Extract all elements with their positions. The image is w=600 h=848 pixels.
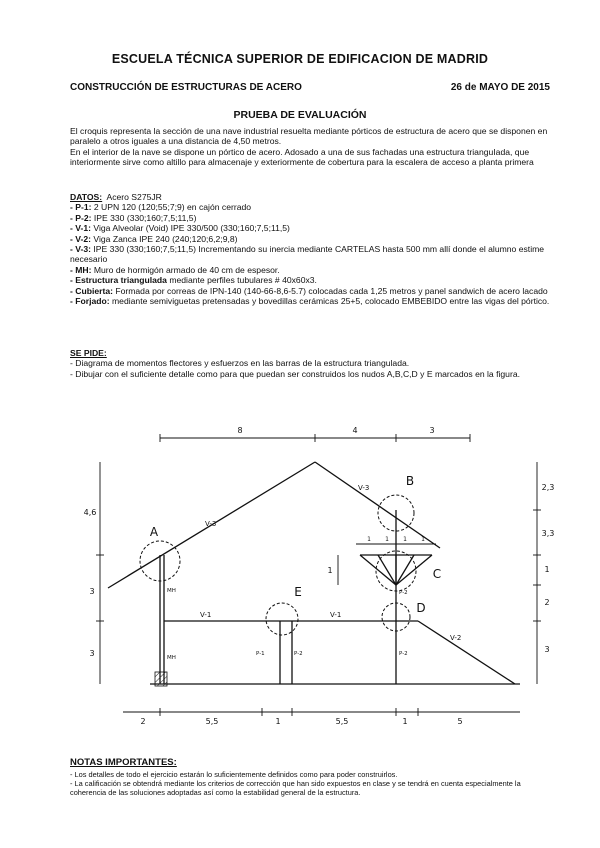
truss-dim-label: 1 [385,536,389,543]
member-v1-label: V-1 [200,611,212,619]
member-v2-label: V-2 [450,634,462,642]
truss-dim-label: 1 [403,536,407,543]
member-p1-label: P-1 [256,651,265,657]
datos-item: - V-2: Viga Zanca IPE 240 (240;120;6,2;9,8) [70,233,238,244]
datos-heading: DATOS: [70,192,103,202]
dim-top-label: 3 [429,426,435,435]
member-p2-label: P-2 [399,651,408,657]
truss-right-diagonal [396,555,432,585]
notes [70,770,556,797]
node-e-label: E [294,585,302,599]
dim-bottom-label: 5 [457,717,463,726]
node-a-label: A [149,525,159,539]
se-pide-item: - Dibujar con el suficiente detalle como para que puedan ser construidos los nudos A,B,C,D y E marcados en la figura. [70,368,520,379]
dim-left-label: 3 [89,587,95,596]
dim-right-label: 3,3 [541,529,555,538]
datos-item: - Cubierta: Formada por correas de IPN-140 (140-66-8,6-5.7) colocadas cada 1,25 metros y panel sandwich de acero lacado [70,285,548,296]
node-c-label: C [432,567,442,581]
datos-item: - V-1: Viga Alveolar (Void) IPE 330/500 (330;160;7,5;11,5) [70,223,290,234]
dim-left-label: 4,6 [83,508,97,517]
truss-dim-label: 1 [367,536,371,543]
member-p2-label: P-2 [399,590,408,596]
wall-base-hatch [155,672,167,686]
dim-top-label: 4 [352,426,358,435]
wall-mh-label: MH [167,588,176,594]
node-d-label: D [416,601,426,615]
school-title: ESCUELA TÉCNICA SUPERIOR DE EDIFICACION DE MADRID [111,52,489,66]
course-name: CONSTRUCCIÓN DE ESTRUCTURAS DE ACERO [70,82,302,93]
truss-web-2 [396,555,414,585]
intro-paragraph-1: El croquis representa la sección de una nave industrial resuelta mediante pórticos de estructura de acero que se disponen en paralelo a otros iguales a una distancia de 4,50 metros. [70,126,548,147]
dim-right-label: 3 [544,645,550,654]
truss-dim-label: 1 [421,536,425,543]
dim-right-label: 2 [544,598,550,607]
dim-bottom-label: 1 [402,717,408,726]
se-pide-heading: SE PIDE: [70,348,107,358]
dim-left-label: 3 [89,649,95,658]
stair-beam-v2 [418,621,515,684]
dim-bottom-label: 5,5 [335,717,349,726]
member-v3-label: V-3 [358,484,370,492]
datos-item: - Estructura triangulada mediante perfiles tubulares # 40x60x3. [70,275,317,286]
se-pide-item: - Diagrama de momentos flectores y esfuerzos en las barras de la estructura triangulada. [70,358,410,369]
exam-date: 26 de MAYO DE 2015 [450,82,550,93]
note-item: - La calificación se obtendrá mediante los criterios de corrección que han sido expuestos en clase y se tendrá en cuenta especialmente la coherencia de las soluciones adoptadas así como la estabilidad general de la estructura. [70,779,521,797]
wall-mh-label: MH [167,655,176,661]
dim-bottom-label: 1 [275,717,281,726]
node-b-label: B [405,474,415,488]
note-item: - Los detalles de todo el ejercicio estarán lo suficientemente definidos como para poder construirlos. [70,770,398,779]
datos-item: - P-1: 2 UPN 120 (120;55;7;9) en cajón cerrado [70,202,252,213]
dim-bottom-label: 5,5 [205,717,219,726]
member-p2-label: P-2 [294,651,303,657]
node-e-circle [266,603,298,635]
member-v1-label: V-1 [330,611,342,619]
intro-paragraph-2: En el interior de la nave se dispone un pórtico de acero. Adosado a una de sus fachadas una estructura trianguIada, que interiormente sirve como altillo para almacenaje y exteriormente de cobertura para la escalera de acceso a planta primera [70,146,534,168]
exam-title: PRUEBA DE EVALUACIÓN [233,109,367,121]
dim-bottom-label: 2 [140,717,146,726]
steel-grade: Acero S275JR [106,192,162,202]
datos-item: - Forjado: mediante semiviguetas pretensadas y bovedillas cerámicas 25+5, colocado EMBEBIDO entre las vigas del pórtico. [70,296,550,307]
datos-item: - MH: Muro de hormigón armado de 40 cm de espesor. [70,264,280,275]
datos-item: - V-3: IPE 330 (330;160;7,5;11,5) Incrementando su inercia mediante CARTELAS hasta 500 mm allí donde el alumno estime necesario [70,244,545,265]
truss-web-1 [378,555,396,585]
notes-heading: NOTAS IMPORTANTES: [70,757,177,768]
dim-top-label: 8 [237,426,243,435]
truss-height-label: 1 [327,566,333,575]
member-v3-label: V-3 [205,520,217,528]
dim-right-label: 1 [544,565,550,574]
dim-right-label: 2,3 [541,483,555,492]
datos-item: - P-2: IPE 330 (330;160;7,5;11,5) [70,212,197,223]
